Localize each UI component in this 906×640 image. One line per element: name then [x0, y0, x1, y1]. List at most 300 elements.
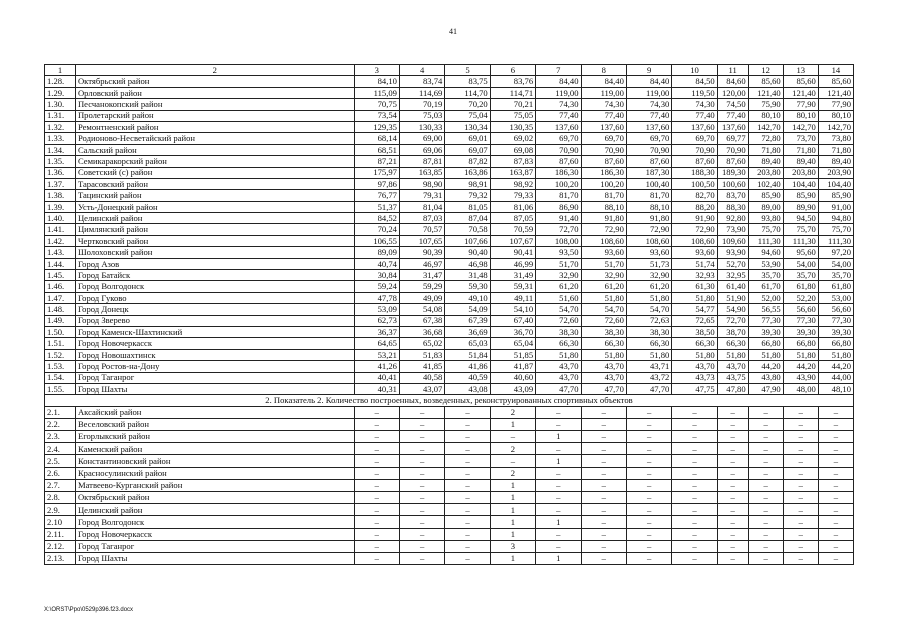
column-number-row: [45, 65, 854, 76]
value-cell: 77,40: [672, 110, 717, 121]
value-cell: 54,00: [783, 258, 818, 269]
page-number: 41: [449, 27, 457, 36]
value-cell: 189,30: [717, 167, 748, 178]
value-cell: 75,03: [399, 110, 444, 121]
value-cell: 47,70: [536, 383, 581, 394]
value-cell: 69,70: [536, 133, 581, 144]
row-number: 1.55.: [45, 383, 76, 394]
value-cell: –: [445, 418, 490, 430]
row-number: 1.48.: [45, 304, 76, 315]
territory-name: Город Каменск-Шахтинский: [75, 326, 354, 337]
value-cell: –: [445, 431, 490, 443]
value-cell: 114,69: [399, 87, 444, 98]
section-title: 2. Показатель 2. Количество построенных, возведенных, реконструированных спортивных объектов: [45, 395, 854, 406]
territory-name: Советский (с) район: [75, 167, 354, 178]
value-cell: 88,20: [672, 201, 717, 212]
value-cell: 107,66: [445, 235, 490, 246]
value-cell: –: [748, 443, 783, 455]
value-cell: 104,40: [818, 178, 853, 189]
value-cell: –: [536, 418, 581, 430]
table-row: [45, 133, 854, 144]
table-row: [45, 156, 854, 167]
value-cell: 54,70: [626, 304, 671, 315]
row-number: 1.40.: [45, 213, 76, 224]
section-title-row: [45, 395, 854, 406]
value-cell: 89,40: [818, 156, 853, 167]
value-cell: –: [748, 479, 783, 491]
value-cell: 130,34: [445, 121, 490, 132]
value-cell: 114,70: [445, 87, 490, 98]
value-cell: 77,90: [783, 99, 818, 110]
value-cell: 35,70: [818, 270, 853, 281]
value-cell: 81,04: [399, 201, 444, 212]
value-cell: 51,70: [536, 258, 581, 269]
value-cell: 51,74: [672, 258, 717, 269]
value-cell: 67,39: [445, 315, 490, 326]
value-cell: 70,57: [399, 224, 444, 235]
value-cell: 69,02: [490, 133, 535, 144]
value-cell: –: [748, 418, 783, 430]
value-cell: 2: [490, 406, 535, 418]
value-cell: 72,60: [581, 315, 626, 326]
value-cell: 79,31: [399, 190, 444, 201]
value-cell: 49,09: [399, 292, 444, 303]
value-cell: –: [626, 528, 671, 540]
value-cell: 91,40: [536, 213, 581, 224]
value-cell: 137,60: [717, 121, 748, 132]
territory-name: Тарасовский район: [75, 178, 354, 189]
value-cell: –: [748, 455, 783, 467]
value-cell: 3: [490, 540, 535, 552]
value-cell: –: [717, 418, 748, 430]
value-cell: 102,40: [748, 178, 783, 189]
value-cell: 83,76: [490, 76, 535, 87]
territory-name: Константиновский район: [75, 455, 354, 467]
value-cell: 90,40: [445, 247, 490, 258]
value-cell: –: [626, 418, 671, 430]
value-cell: –: [354, 516, 399, 528]
value-cell: 68,51: [354, 144, 399, 155]
value-cell: 87,83: [490, 156, 535, 167]
value-cell: –: [536, 528, 581, 540]
value-cell: 75,70: [783, 224, 818, 235]
value-cell: 43,90: [783, 372, 818, 383]
value-cell: 81,06: [490, 201, 535, 212]
value-cell: 121,40: [783, 87, 818, 98]
value-cell: 49,10: [445, 292, 490, 303]
value-cell: 109,60: [717, 235, 748, 246]
value-cell: –: [748, 540, 783, 552]
value-cell: 44,00: [818, 372, 853, 383]
value-cell: –: [626, 455, 671, 467]
value-cell: 88,30: [717, 201, 748, 212]
value-cell: –: [672, 443, 717, 455]
value-cell: 81,70: [626, 190, 671, 201]
value-cell: 87,82: [445, 156, 490, 167]
value-cell: –: [672, 492, 717, 504]
value-cell: 39,30: [783, 326, 818, 337]
column-number-cell: 6: [490, 65, 535, 76]
value-cell: 163,86: [445, 167, 490, 178]
value-cell: 38,50: [672, 326, 717, 337]
value-cell: 43,70: [536, 361, 581, 372]
value-cell: 72,90: [672, 224, 717, 235]
table-row: [45, 383, 854, 394]
value-cell: 41,26: [354, 361, 399, 372]
value-cell: 59,29: [399, 281, 444, 292]
value-cell: –: [399, 540, 444, 552]
value-cell: –: [818, 406, 853, 418]
value-cell: 64,65: [354, 338, 399, 349]
value-cell: 70,75: [354, 99, 399, 110]
value-cell: –: [399, 479, 444, 491]
value-cell: 121,40: [818, 87, 853, 98]
value-cell: 31,49: [490, 270, 535, 281]
territory-name: Город Батайск: [75, 270, 354, 281]
value-cell: 75,04: [445, 110, 490, 121]
value-cell: 54,77: [672, 304, 717, 315]
territory-name: Город Волгодонск: [75, 281, 354, 292]
value-cell: 56,60: [783, 304, 818, 315]
value-cell: 69,08: [490, 144, 535, 155]
table-row: [45, 431, 854, 443]
value-cell: –: [717, 516, 748, 528]
value-cell: –: [818, 443, 853, 455]
value-cell: 163,85: [399, 167, 444, 178]
value-cell: 98,91: [445, 178, 490, 189]
value-cell: 43,09: [490, 383, 535, 394]
table-row: [45, 270, 854, 281]
value-cell: –: [445, 552, 490, 564]
value-cell: –: [399, 528, 444, 540]
value-cell: 54,70: [581, 304, 626, 315]
row-number: 1.41.: [45, 224, 76, 235]
value-cell: 43,70: [581, 361, 626, 372]
value-cell: 97,86: [354, 178, 399, 189]
value-cell: –: [399, 504, 444, 516]
value-cell: 80,10: [783, 110, 818, 121]
value-cell: 129,35: [354, 121, 399, 132]
value-cell: 43,70: [536, 372, 581, 383]
value-cell: 69,07: [445, 144, 490, 155]
territory-name: Семикаракорский район: [75, 156, 354, 167]
value-cell: 1: [490, 479, 535, 491]
value-cell: 203,80: [748, 167, 783, 178]
row-number: 1.33.: [45, 133, 76, 144]
value-cell: 77,90: [818, 99, 853, 110]
value-cell: 175,97: [354, 167, 399, 178]
table-row: [45, 292, 854, 303]
value-cell: –: [445, 467, 490, 479]
column-number-cell: 7: [536, 65, 581, 76]
value-cell: –: [783, 552, 818, 564]
value-cell: –: [783, 528, 818, 540]
table-row: [45, 201, 854, 212]
value-cell: –: [783, 479, 818, 491]
value-cell: 69,70: [581, 133, 626, 144]
value-cell: 32,90: [626, 270, 671, 281]
value-cell: 43,70: [717, 361, 748, 372]
column-number-cell: 14: [818, 65, 853, 76]
value-cell: 72,65: [672, 315, 717, 326]
value-cell: –: [445, 516, 490, 528]
row-number: 2.9.: [45, 504, 76, 516]
value-cell: 61,20: [626, 281, 671, 292]
file-path-footer: X:\ORST\Ppo\0529p396.f23.docx: [44, 607, 134, 613]
value-cell: –: [490, 431, 535, 443]
value-cell: 76,77: [354, 190, 399, 201]
value-cell: 69,70: [672, 133, 717, 144]
value-cell: –: [672, 504, 717, 516]
value-cell: –: [672, 552, 717, 564]
value-cell: 87,60: [536, 156, 581, 167]
value-cell: 1: [490, 504, 535, 516]
table-row: [45, 190, 854, 201]
table-row: [45, 110, 854, 121]
territory-name: Город Зверево: [75, 315, 354, 326]
table-row: [45, 492, 854, 504]
value-cell: –: [672, 431, 717, 443]
row-number: 1.30.: [45, 99, 76, 110]
value-cell: –: [581, 443, 626, 455]
value-cell: 91,00: [818, 201, 853, 212]
table-row: [45, 372, 854, 383]
value-cell: 72,60: [536, 315, 581, 326]
value-cell: 51,80: [672, 349, 717, 360]
value-cell: 90,41: [490, 247, 535, 258]
row-number: 2.4.: [45, 443, 76, 455]
value-cell: 67,38: [399, 315, 444, 326]
value-cell: –: [818, 552, 853, 564]
value-cell: 52,00: [748, 292, 783, 303]
value-cell: –: [783, 504, 818, 516]
value-cell: 94,60: [748, 247, 783, 258]
value-cell: 1: [536, 455, 581, 467]
value-cell: 203,80: [783, 167, 818, 178]
column-number-cell: 10: [672, 65, 717, 76]
column-number-cell: 4: [399, 65, 444, 76]
value-cell: 83,70: [717, 190, 748, 201]
table-row: [45, 144, 854, 155]
table-row: [45, 213, 854, 224]
territory-name: Орловский район: [75, 87, 354, 98]
value-cell: 48,10: [818, 383, 853, 394]
row-number: 1.54.: [45, 372, 76, 383]
territory-name: Родионово-Несветайский район: [75, 133, 354, 144]
value-cell: 100,20: [581, 178, 626, 189]
value-cell: 70,90: [626, 144, 671, 155]
value-cell: –: [748, 467, 783, 479]
value-cell: –: [717, 431, 748, 443]
value-cell: 52,70: [717, 258, 748, 269]
value-cell: –: [672, 467, 717, 479]
value-cell: 108,60: [581, 235, 626, 246]
table-row: [45, 315, 854, 326]
territory-name: Город Шахты: [75, 383, 354, 394]
value-cell: 77,40: [626, 110, 671, 121]
row-number: 2.6.: [45, 467, 76, 479]
value-cell: 203,90: [818, 167, 853, 178]
value-cell: –: [581, 418, 626, 430]
value-cell: 61,20: [581, 281, 626, 292]
table-row: [45, 76, 854, 87]
value-cell: –: [581, 540, 626, 552]
value-cell: 73,70: [783, 133, 818, 144]
value-cell: 85,60: [818, 76, 853, 87]
table-row: [45, 349, 854, 360]
row-number: 2.2.: [45, 418, 76, 430]
value-cell: 51,80: [626, 349, 671, 360]
value-cell: 93,80: [748, 213, 783, 224]
value-cell: 72,70: [536, 224, 581, 235]
value-cell: 93,60: [672, 247, 717, 258]
value-cell: –: [783, 455, 818, 467]
value-cell: 72,63: [626, 315, 671, 326]
value-cell: 93,60: [626, 247, 671, 258]
value-cell: –: [626, 431, 671, 443]
value-cell: –: [354, 443, 399, 455]
value-cell: –: [626, 552, 671, 564]
territory-name: Песчанокопский район: [75, 99, 354, 110]
territory-name: Город Новочеркасск: [75, 338, 354, 349]
row-number: 1.49.: [45, 315, 76, 326]
value-cell: 43,75: [717, 372, 748, 383]
value-cell: 130,33: [399, 121, 444, 132]
value-cell: 75,90: [748, 99, 783, 110]
value-cell: 83,74: [399, 76, 444, 87]
value-cell: 51,90: [717, 292, 748, 303]
value-cell: 74,30: [672, 99, 717, 110]
value-cell: 43,73: [672, 372, 717, 383]
value-cell: 54,10: [490, 304, 535, 315]
value-cell: 119,00: [581, 87, 626, 98]
value-cell: 31,48: [445, 270, 490, 281]
value-cell: 1: [490, 418, 535, 430]
value-cell: –: [536, 479, 581, 491]
value-cell: 1: [536, 552, 581, 564]
value-cell: 95,60: [783, 247, 818, 258]
value-cell: 114,71: [490, 87, 535, 98]
value-cell: 66,80: [783, 338, 818, 349]
value-cell: –: [748, 552, 783, 564]
value-cell: 2: [490, 467, 535, 479]
value-cell: 51,80: [581, 349, 626, 360]
value-cell: –: [818, 516, 853, 528]
value-cell: 48,00: [783, 383, 818, 394]
value-cell: 69,01: [445, 133, 490, 144]
value-cell: 100,20: [536, 178, 581, 189]
value-cell: 97,20: [818, 247, 853, 258]
territory-name: Ремонтненский район: [75, 121, 354, 132]
territory-name: Пролетарский район: [75, 110, 354, 121]
value-cell: 59,24: [354, 281, 399, 292]
table-row: [45, 418, 854, 430]
value-cell: 74,50: [717, 99, 748, 110]
value-cell: 71,80: [748, 144, 783, 155]
value-cell: –: [581, 552, 626, 564]
value-cell: 80,10: [748, 110, 783, 121]
value-cell: 120,00: [717, 87, 748, 98]
value-cell: 47,75: [672, 383, 717, 394]
value-cell: –: [445, 406, 490, 418]
value-cell: 51,80: [626, 292, 671, 303]
value-cell: –: [783, 406, 818, 418]
territory-name: Красносулинский район: [75, 467, 354, 479]
value-cell: 142,70: [748, 121, 783, 132]
value-cell: 51,80: [536, 349, 581, 360]
table-row: [45, 504, 854, 516]
value-cell: –: [818, 528, 853, 540]
value-cell: –: [717, 504, 748, 516]
row-number: 1.39.: [45, 201, 76, 212]
value-cell: –: [626, 406, 671, 418]
value-cell: 72,80: [748, 133, 783, 144]
value-cell: –: [818, 455, 853, 467]
value-cell: 38,30: [536, 326, 581, 337]
value-cell: 66,30: [672, 338, 717, 349]
value-cell: 98,92: [490, 178, 535, 189]
value-cell: –: [536, 406, 581, 418]
table-row: [45, 304, 854, 315]
row-number: 2.8.: [45, 492, 76, 504]
row-number: 1.28.: [45, 76, 76, 87]
value-cell: 81,05: [445, 201, 490, 212]
value-cell: 65,04: [490, 338, 535, 349]
value-cell: 93,50: [536, 247, 581, 258]
data-table: [44, 64, 854, 565]
value-cell: 70,59: [490, 224, 535, 235]
value-cell: 43,80: [748, 372, 783, 383]
value-cell: –: [672, 540, 717, 552]
value-cell: –: [717, 528, 748, 540]
value-cell: 73,80: [818, 133, 853, 144]
value-cell: 66,80: [748, 338, 783, 349]
value-cell: 73,54: [354, 110, 399, 121]
value-cell: 66,30: [581, 338, 626, 349]
value-cell: 84,10: [354, 76, 399, 87]
row-number: 1.32.: [45, 121, 76, 132]
value-cell: 51,70: [581, 258, 626, 269]
value-cell: 84,60: [717, 76, 748, 87]
value-cell: 87,81: [399, 156, 444, 167]
column-number-cell: 1: [45, 65, 76, 76]
value-cell: –: [818, 504, 853, 516]
value-cell: 79,33: [490, 190, 535, 201]
value-cell: 89,40: [748, 156, 783, 167]
column-number-cell: 5: [445, 65, 490, 76]
column-number-cell: 11: [717, 65, 748, 76]
value-cell: –: [581, 455, 626, 467]
value-cell: 40,31: [354, 383, 399, 394]
value-cell: –: [626, 479, 671, 491]
value-cell: 70,20: [445, 99, 490, 110]
table-row: [45, 178, 854, 189]
value-cell: 53,00: [818, 292, 853, 303]
value-cell: –: [748, 492, 783, 504]
value-cell: 108,00: [536, 235, 581, 246]
value-cell: 70,90: [536, 144, 581, 155]
value-cell: 71,80: [783, 144, 818, 155]
value-cell: 84,40: [536, 76, 581, 87]
value-cell: 54,08: [399, 304, 444, 315]
value-cell: 72,90: [581, 224, 626, 235]
value-cell: 115,09: [354, 87, 399, 98]
value-cell: 36,70: [490, 326, 535, 337]
value-cell: –: [626, 467, 671, 479]
value-cell: 51,80: [748, 349, 783, 360]
value-cell: 137,60: [672, 121, 717, 132]
value-cell: 137,60: [536, 121, 581, 132]
